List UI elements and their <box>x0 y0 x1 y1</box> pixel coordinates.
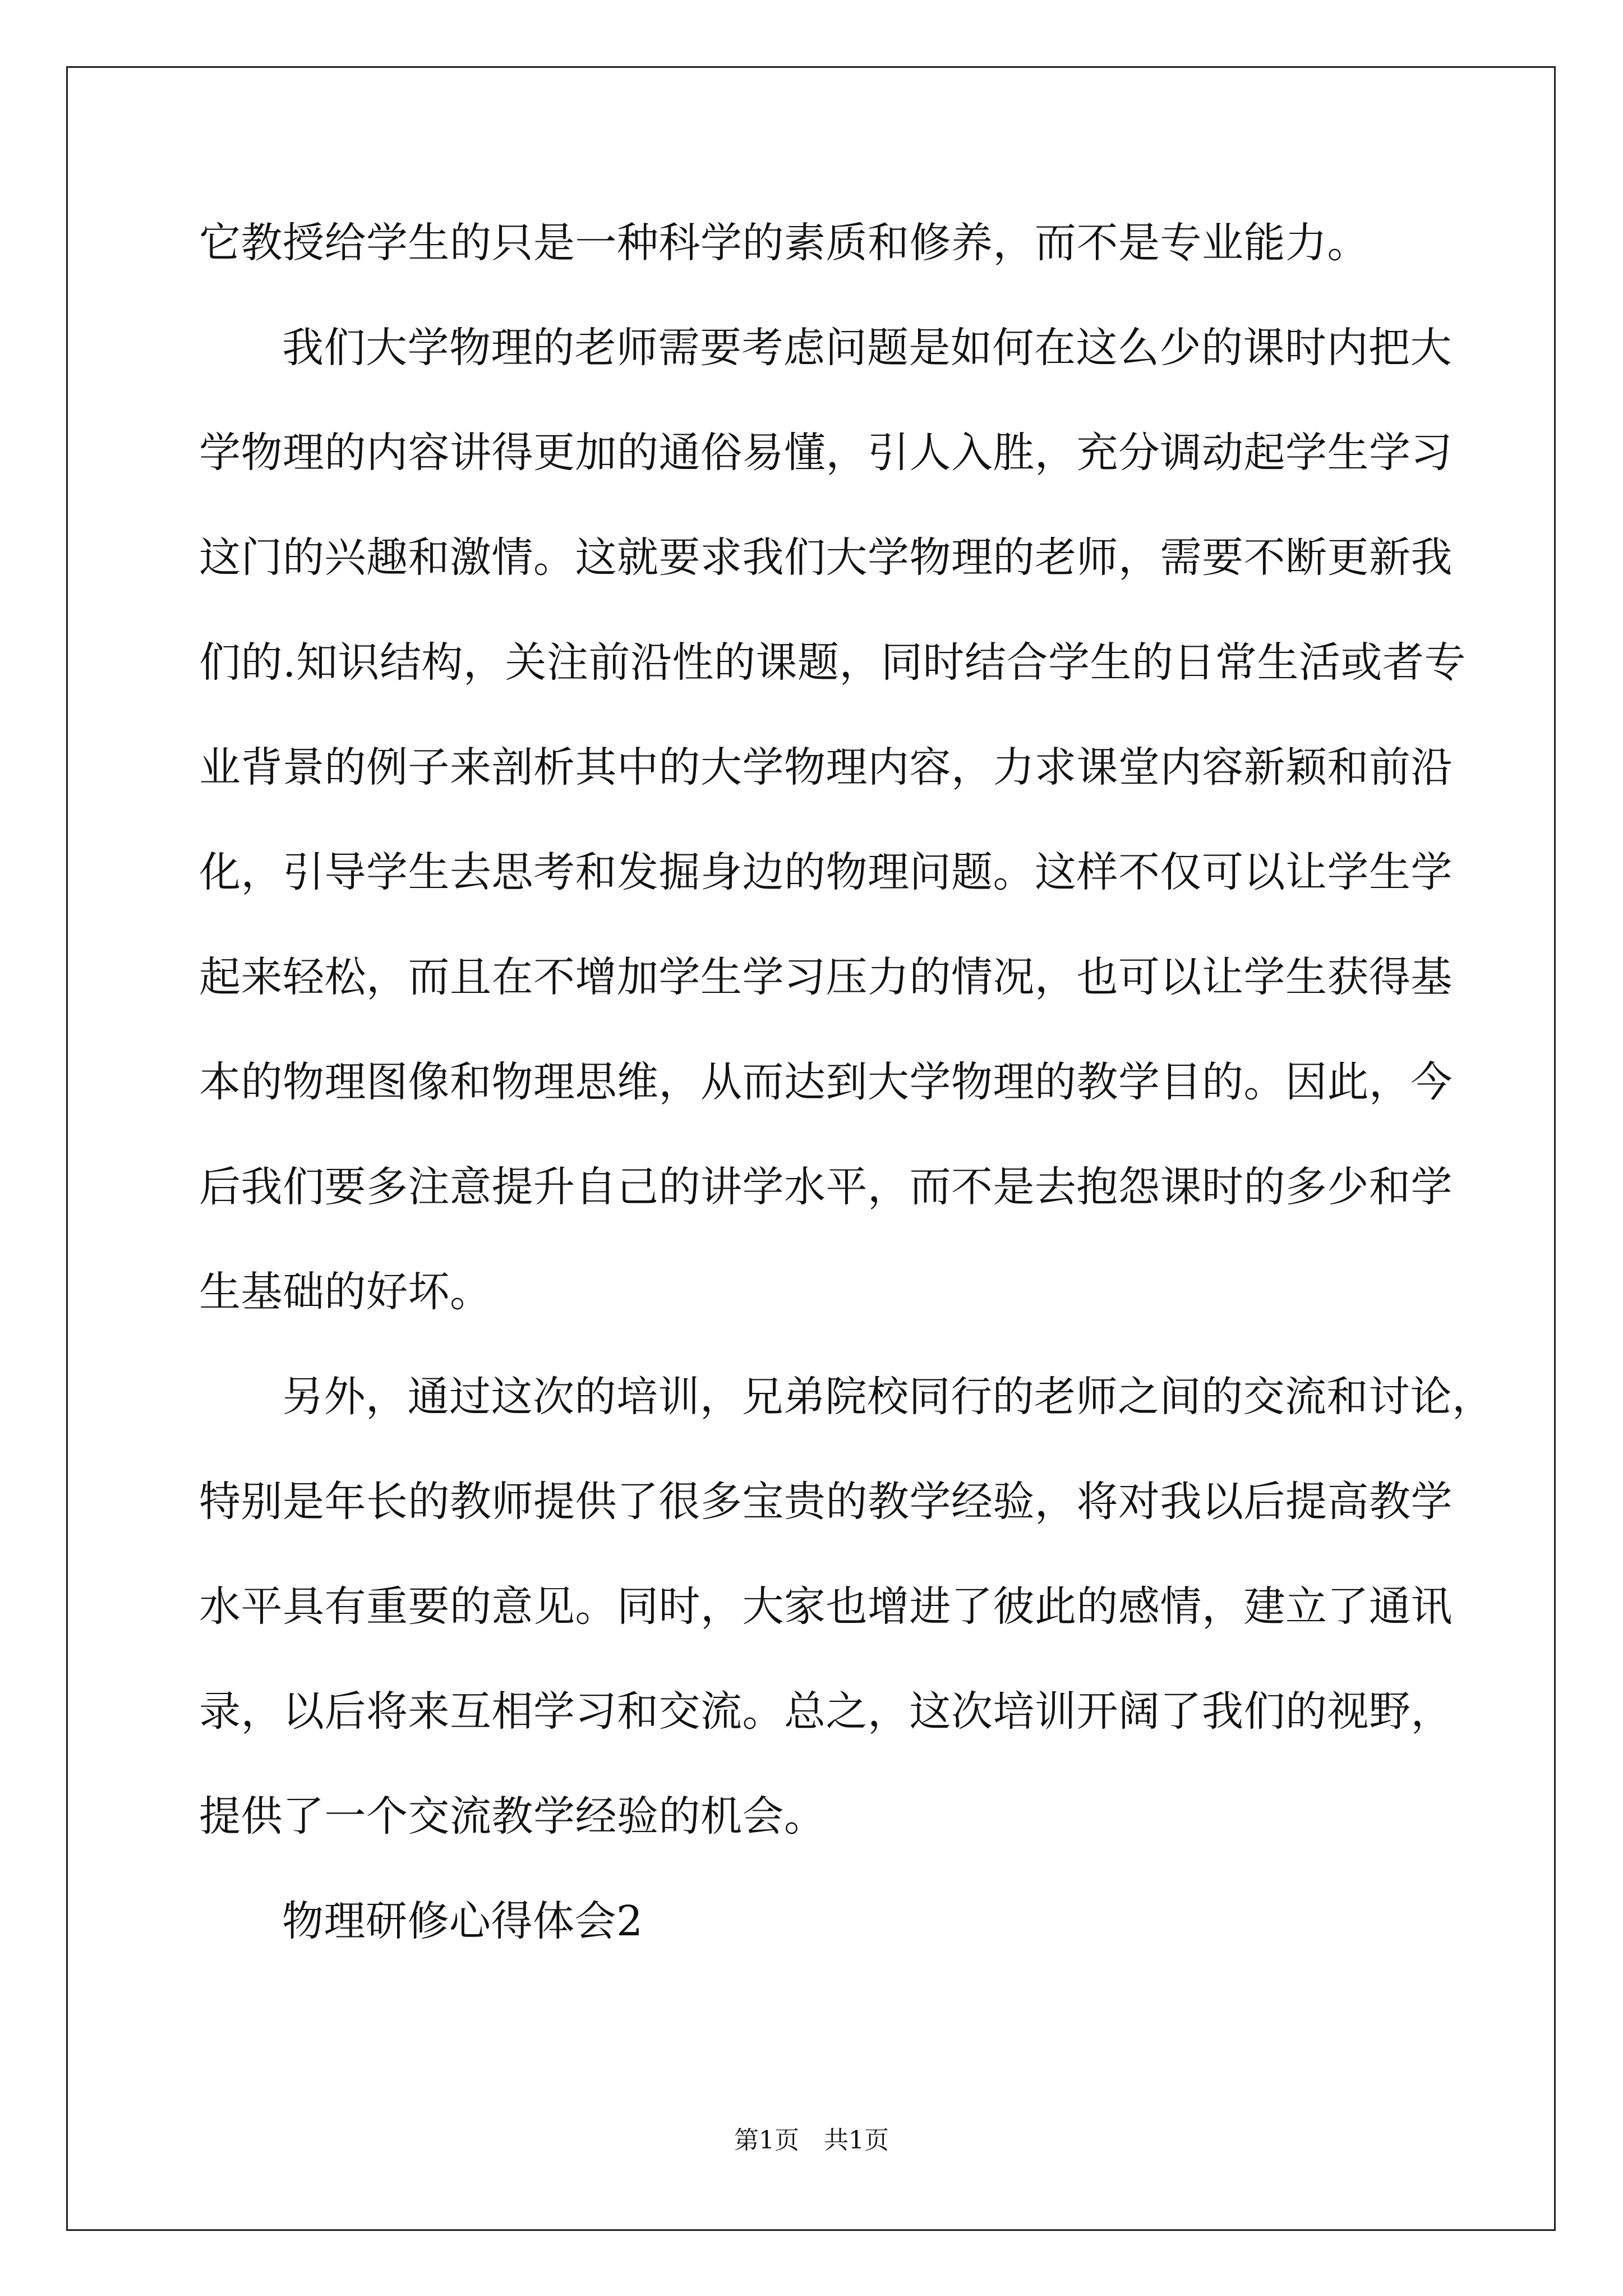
paragraph-start-line: 我们大学物理的老师需要考虑问题是如何在这么少的课时内把大 <box>282 324 1452 372</box>
text-line: 后我们要多注意提升自己的讲学水平，而不是去抱怨课时的多少和学 <box>199 1163 1453 1211</box>
text-line: 生基础的好坏。 <box>199 1268 492 1316</box>
text-line: 业背景的例子来剖析其中的大学物理内容，力求课堂内容新颖和前沿 <box>199 743 1453 792</box>
text-line: 特别是年长的教师提供了很多宝贵的教学经验，将对我以后提高教学 <box>199 1478 1453 1526</box>
text-line: 化，引导学生去思考和发掘身边的物理问题。这样不仅可以让学生学 <box>199 848 1453 896</box>
text-line: 它教授给学生的只是一种科学的素质和修养，而不是专业能力。 <box>199 219 1369 267</box>
document-body <box>199 191 1494 1974</box>
text-line: 起来轻松，而且在不增加学生学习压力的情况，也可以让学生获得基 <box>199 953 1453 1001</box>
text-line: 们的.知识结构，关注前沿性的课题，同时结合学生的日常生活或者专 <box>199 638 1467 687</box>
text-line: 本的物理图像和物理思维，从而达到大学物理的教学目的。因此，今 <box>199 1058 1453 1106</box>
text-line: 这门的兴趣和激情。这就要求我们大学物理的老师，需要不断更新我 <box>199 533 1453 582</box>
text-line: 学物理的内容讲得更加的通俗易懂，引人入胜，充分调动起学生学习 <box>199 429 1453 477</box>
text-line: 水平具有重要的意见。同时，大家也增进了彼此的感情，建立了通讯 <box>199 1582 1453 1631</box>
paragraph-start-line: 另外，通过这次的培训，兄弟院校同行的老师之间的交流和讨论， <box>282 1373 1494 1421</box>
text-line: 提供了一个交流教学经验的机会。 <box>199 1792 826 1841</box>
page-number-footer: 第1页 共1页 <box>734 2126 889 2155</box>
text-line: 录，以后将来互相学习和交流。总之，这次培训开阔了我们的视野， <box>199 1687 1453 1736</box>
section-heading: 物理研修心得体会2 <box>282 1897 643 1945</box>
